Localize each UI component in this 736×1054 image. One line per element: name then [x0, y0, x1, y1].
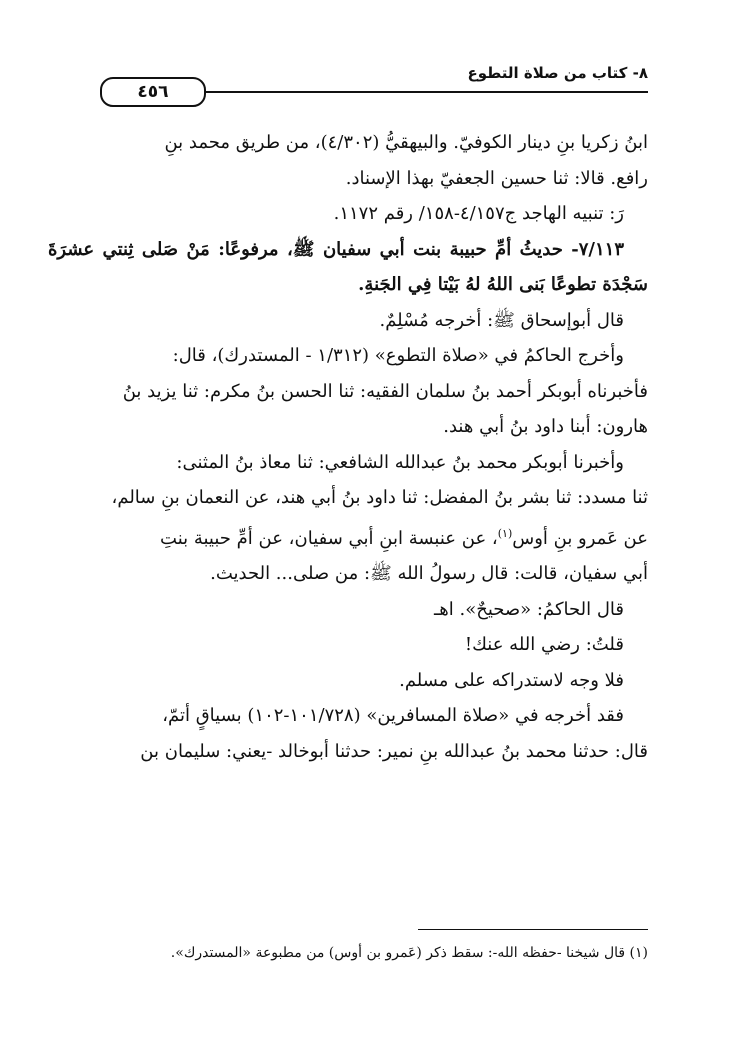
honorific-symbol: ﷺ: [292, 238, 315, 260]
footnote-divider: [418, 929, 648, 930]
narrator-paragraph: قال أبوإسحاق ﷺ: أخرجه مُسْلِمٌ.: [379, 309, 624, 331]
paragraph-line: هارون: أبنا داود بنُ أبي هند.: [443, 416, 648, 437]
footnote: (١) قال شيخنا -حفظه الله-: سقط ذكر (عَمرو بن أوس) من مطبوعة «المستدرك».: [170, 945, 648, 961]
page-number: ٤٥٦: [100, 77, 206, 107]
line-segment: عن عَمرو بنِ أوس: [512, 527, 648, 549]
paragraph-line: قال: حدثنا محمد بنُ عبدالله بنِ نمير: حدثنا أبوخالد -يعني: سليمان بن: [140, 740, 648, 762]
hadith-number-text: ٧/١١٣- حديثُ أمِّ حبيبة بنت أبي سفيان: [322, 238, 624, 260]
footnote-reference[interactable]: (١): [497, 526, 513, 540]
paragraph-line: رافع. قالا: ثنا حسين الجعفيّ بهذا الإسناد.: [345, 167, 648, 189]
hadith-text: ، مرفوعًا: مَنْ صَلى ثِنتي عشرَةَ سَجْدَة تطوعًا بَنى اللهُ لهُ بَيْتا فِي الجَنةِ.: [48, 238, 648, 295]
paragraph-line: [48, 516, 648, 557]
paragraph-line: ثنا مسدد: ثنا بشر بنُ المفضل: ثنا داود بنُ أبي هند، عن النعمان بنِ سالم،: [111, 487, 648, 508]
header-rule: [205, 91, 648, 93]
paragraph-line: وأخبرنا أبوبكر محمد بنُ عبدالله الشافعي: ثنا معاذ بنُ المثنى:: [176, 451, 624, 473]
line-segment: ، عن عنبسة ابنِ أبي سفيان، عن أمِّ حبيبة بنتِ: [160, 527, 498, 549]
paragraph-line: وأخرج الحاكمُ في «صلاة التطوع» (١/٣١٢ - المستدرك)، قال:: [172, 345, 624, 366]
main-text: [48, 125, 648, 769]
paragraph-line: فأخبرناه أبوبكر أحمد بنُ سلمان الفقيه: ثنا الحسن بنُ مكرم: ثنا يزيد بنُ: [122, 380, 648, 402]
paragraph-line: قال الحاكمُ: «صحيحٌ». اهـ: [433, 598, 624, 620]
reference-paragraph: رَ: تنبيه الهاجد ج٤/١٥٧-١٥٨/ رقم ١١٧٢.: [333, 203, 624, 224]
chapter-title: ٨- كتاب من صلاة التطوع: [467, 64, 648, 82]
paragraph-line: فقد أخرجه في «صلاة المسافرين» (١٠١/٧٢٨-١٠٢) بسياقٍ أتمّ،: [162, 705, 624, 726]
hadith-paragraph: [48, 232, 648, 303]
page-header: [100, 58, 648, 102]
paragraph-line: أبي سفيان، قالت: قال رسولُ الله ﷺ: من صلى... الحديث.: [210, 563, 648, 584]
paragraph-line: فلا وجه لاستدراكه على مسلم.: [399, 669, 624, 691]
paragraph-line: قلتُ: رضي الله عنك!: [464, 634, 624, 655]
paragraph-line: ابنُ زكريا بنِ دينار الكوفيّ. والبيهقيُّ (٤/٣٠٢)، من طريق محمد بنِ: [164, 132, 648, 153]
